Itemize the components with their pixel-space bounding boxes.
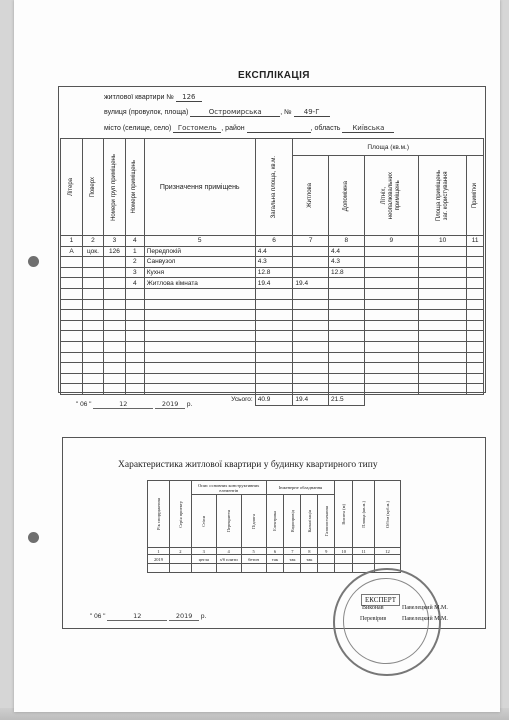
header-common-area: Площа приміщень заг. користування <box>435 170 449 222</box>
table-row: А цок. 126 1 Передпокій 4.4 4.4 <box>61 246 484 257</box>
column-numbers-row: 1 2 3 4 5 6 7 8 9 10 11 12 <box>148 548 401 555</box>
date-line: " 06 " 12 2019 р. <box>90 612 207 620</box>
total-area: 40.9 <box>255 394 293 405</box>
street-name: Остромирська <box>190 108 280 117</box>
apartment-line: житлової квартири № 126 <box>104 93 202 102</box>
header-living: Житлова <box>307 183 314 209</box>
header-summer: Літніх, неопалювальних приміщень <box>380 172 401 220</box>
table-row: 2019 цегла з/б плити бетон так так так <box>148 555 401 564</box>
empty-row <box>61 384 484 395</box>
stamp-label: ЕКСПЕРТ <box>361 594 400 606</box>
signature-name: Павелецкий М.М. <box>402 605 448 611</box>
signature-role: Перевірив <box>360 616 387 622</box>
empty-row <box>61 299 484 310</box>
total-auxiliary: 21.5 <box>329 394 365 405</box>
explication-table <box>60 138 484 406</box>
empty-row <box>61 352 484 363</box>
column-numbers-row: 1 2 3 4 5 6 7 8 9 10 11 <box>61 236 484 247</box>
header-total-area: Загальна площа, кв.м. <box>270 155 277 219</box>
apartment-number: 126 <box>176 93 202 102</box>
signature-name: Павелецкий М.М. <box>402 616 448 622</box>
document-title: ЕКСПЛІКАЦІЯ <box>238 70 310 81</box>
city-line: місто (селище, село) Гостомель , район , область Київська <box>104 124 394 133</box>
region-name: Київська <box>342 124 394 133</box>
district-blank <box>247 124 311 133</box>
header-area: Площа (кв.м.) <box>293 139 484 156</box>
header-poverkh: Поверх <box>89 176 96 198</box>
house-number: 49-Г <box>294 108 330 117</box>
table-row: 3 Кухня 12.8 12.8 <box>61 267 484 278</box>
empty-row <box>61 310 484 321</box>
street-line: вулиця (провулок, площа) Остромирська , № 49-Г <box>104 108 330 117</box>
empty-row <box>61 373 484 384</box>
total-living: 19.4 <box>293 394 329 405</box>
city-name: Гостомель <box>173 124 221 133</box>
table-row: 2 Санвузол 4.3 4.3 <box>61 257 484 268</box>
header-purpose: Призначення приміщень <box>159 183 240 191</box>
empty-row <box>61 341 484 352</box>
table-row: 4 Житлова кімната 19.4 19.4 <box>61 278 484 289</box>
total-label: Усього: <box>231 396 253 404</box>
punch-hole <box>28 256 39 267</box>
empty-row <box>61 331 484 342</box>
header-room-numbers: Номери приміщень <box>131 160 138 214</box>
header-notes: Примітки <box>471 183 478 209</box>
date-line: " 06 " 12 2019 р. <box>76 400 193 408</box>
characteristics-title: Характеристика житлової квартири у будинку квартирного типу <box>118 460 378 470</box>
empty-row <box>61 320 484 331</box>
empty-row <box>61 288 484 299</box>
header-litera: Літера <box>68 178 75 196</box>
characteristics-table: Рік спорудження Серія проекту Опис основних конструктивних елементів Інженерне обладнання Висота (м) Площа (кв.м.) Об'єм (куб.м.) Стіни Перекриття Підлога Електрика Водопровід Каналізація Газопостачання 1 2 3 4 5 6 7 8 9 10 11 12 2019 цегла з/б плити бетон так так так <box>147 480 401 573</box>
header-auxiliary: Допоміжна <box>342 180 349 211</box>
empty-row <box>148 564 401 573</box>
empty-row <box>61 363 484 374</box>
header-group-numbers: Номери груп приміщень <box>110 153 117 221</box>
punch-hole <box>28 532 39 543</box>
signature-role: Виконав <box>362 605 384 611</box>
